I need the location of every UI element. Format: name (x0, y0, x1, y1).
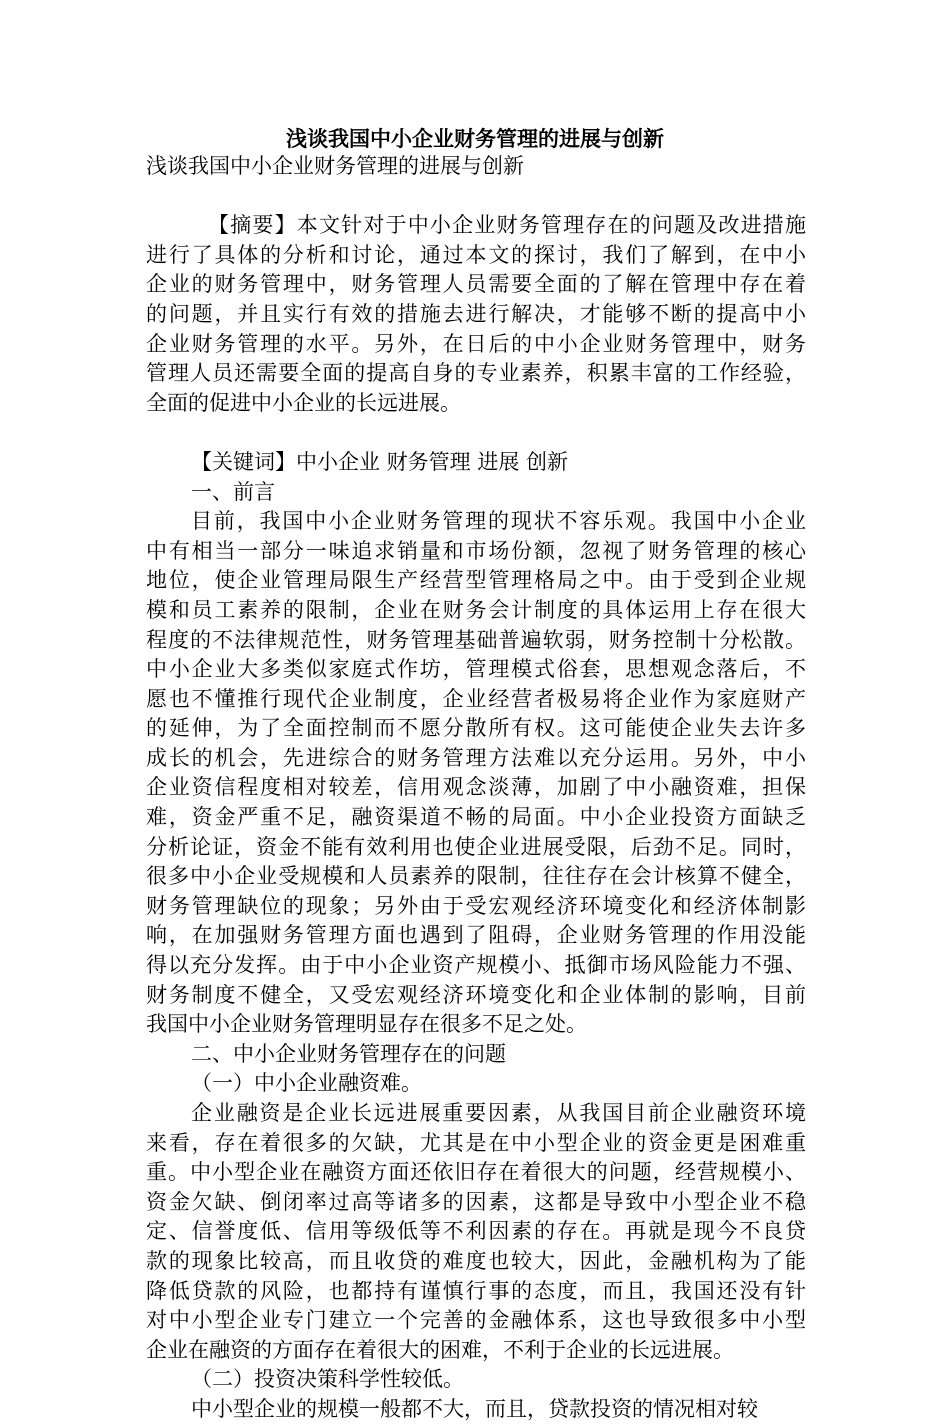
section-heading: 二、中小企业财务管理存在的问题 (191, 1041, 506, 1066)
abstract-line: 的问题，并且实行有效的措施去进行解决，才能够不断的提高中小 (146, 301, 806, 326)
abstract-line: 全面的促进中小企业的长远进展。 (146, 390, 461, 415)
paragraph-line: 分析论证，资金不能有效利用也使企业进展受限，后劲不足。同时， (146, 834, 806, 859)
paragraph-line: 对中小型企业专门建立一个完善的金融体系，这也导致很多中小型 (146, 1308, 806, 1333)
body-paragraph (146, 507, 806, 1040)
paragraph-line: 程度的不法律规范性，财务管理基础普遍软弱，财务控制十分松散。 (146, 627, 806, 652)
paragraph-line: 得以充分发挥。由于中小企业资产规模小、抵御市场风险能力不强、 (146, 953, 806, 978)
paragraph-line: 中有相当一部分一味追求销量和市场份额，忽视了财务管理的核心 (146, 538, 806, 563)
paragraph-line: 财务管理缺位的现象；另外由于受宏观经济环境变化和经济体制影 (146, 893, 806, 918)
document-subtitle: 浅谈我国中小企业财务管理的进展与创新 (146, 154, 524, 178)
abstract-paragraph (146, 211, 806, 418)
blank-line (146, 418, 806, 448)
abstract-line: 管理人员还需要全面的提高自身的专业素养，积累丰富的工作经验， (146, 361, 806, 386)
document-title: 浅谈我国中小企业财务管理的进展与创新 (286, 126, 664, 151)
paragraph-line: 很多中小企业受规模和人员素养的限制，往往存在会计核算不健全， (146, 864, 806, 889)
abstract-line: 【摘要】本文针对于中小企业财务管理存在的问题及改进措施 (208, 213, 806, 238)
paragraph-line: 愿也不懂推行现代企业制度，企业经营者极易将企业作为家庭财产 (146, 686, 806, 711)
paragraph-line: 企业资信程度相对较差，信用观念淡薄，加剧了中小融资难，担保 (146, 775, 806, 800)
document-body (146, 152, 806, 1425)
paragraph-line: 资金欠缺、倒闭率过高等诸多的因素，这都是导致中小型企业不稳 (146, 1189, 806, 1214)
paragraph-line: 地位，使企业管理局限生产经营型管理格局之中。由于受到企业规 (146, 568, 806, 593)
abstract-line: 企业的财务管理中，财务管理人员需要全面的了解在管理中存在着 (146, 272, 806, 297)
paragraph-line: 重。中小型企业在融资方面还依旧存在着很大的问题，经营规模小、 (146, 1160, 806, 1185)
paragraph-line: 款的现象比较高，而且收贷的难度也较大，因此，金融机构为了能 (146, 1248, 806, 1273)
paragraph-line: 难，资金严重不足，融资渠道不畅的局面。中小企业投资方面缺乏 (146, 805, 806, 830)
paragraph-line: 成长的机会，先进综合的财务管理方法难以充分运用。另外，中小 (146, 745, 806, 770)
paragraph-line: 企业在融资的方面存在着很大的困难，不利于企业的长远进展。 (146, 1337, 734, 1362)
paragraph-line: 定、信誉度低、信用等级低等不利因素的存在。再就是现今不良贷 (146, 1219, 806, 1244)
paragraph-line: 我国中小企业财务管理明显存在很多不足之处。 (146, 1012, 587, 1037)
paragraph-line: 目前，我国中小企业财务管理的现状不容乐观。我国中小企业 (191, 509, 806, 534)
paragraph-line: 模和员工素养的限制，企业在财务会计制度的具体运用上存在很大 (146, 597, 806, 622)
abstract-line: 进行了具体的分析和讨论，通过本文的探讨，我们了解到，在中小 (146, 242, 806, 267)
abstract-line: 企业财务管理的水平。另外，在日后的中小企业财务管理中，财务 (146, 331, 806, 356)
subsection-heading: （一）中小企业融资难。 (191, 1071, 422, 1096)
blank-line (146, 182, 806, 212)
paragraph-line: 中小企业大多类似家庭式作坊，管理模式俗套，思想观念落后，不 (146, 657, 806, 682)
paragraph-line: 财务制度不健全，又受宏观经济环境变化和企业体制的影响，目前 (146, 982, 806, 1007)
body-paragraph (146, 1395, 806, 1425)
paragraph-line: 的延伸，为了全面控制而不愿分散所有权。这可能使企业失去许多 (146, 716, 806, 741)
subsection-heading: （二）投资决策科学性较低。 (191, 1367, 464, 1392)
body-paragraph (146, 1099, 806, 1365)
section-heading: 一、前言 (191, 479, 275, 504)
paragraph-line: 响，在加强财务管理方面也遇到了阻碍，企业财务管理的作用没能 (146, 923, 806, 948)
paragraph-line: 企业融资是企业长远进展重要因素，从我国目前企业融资环境 (191, 1101, 806, 1125)
paragraph-line: 降低贷款的风险，也都持有谨慎行事的态度，而且，我国还没有针 (146, 1278, 806, 1303)
paragraph-line: 来看，存在着很多的欠缺，尤其是在中小型企业的资金更是困难重 (146, 1130, 806, 1155)
keywords-line: 【关键词】中小企业 财务管理 进展 创新 (191, 449, 569, 474)
paragraph-line: 中小型企业的规模一般都不大，而且，贷款投资的情况相对较 (191, 1396, 758, 1421)
